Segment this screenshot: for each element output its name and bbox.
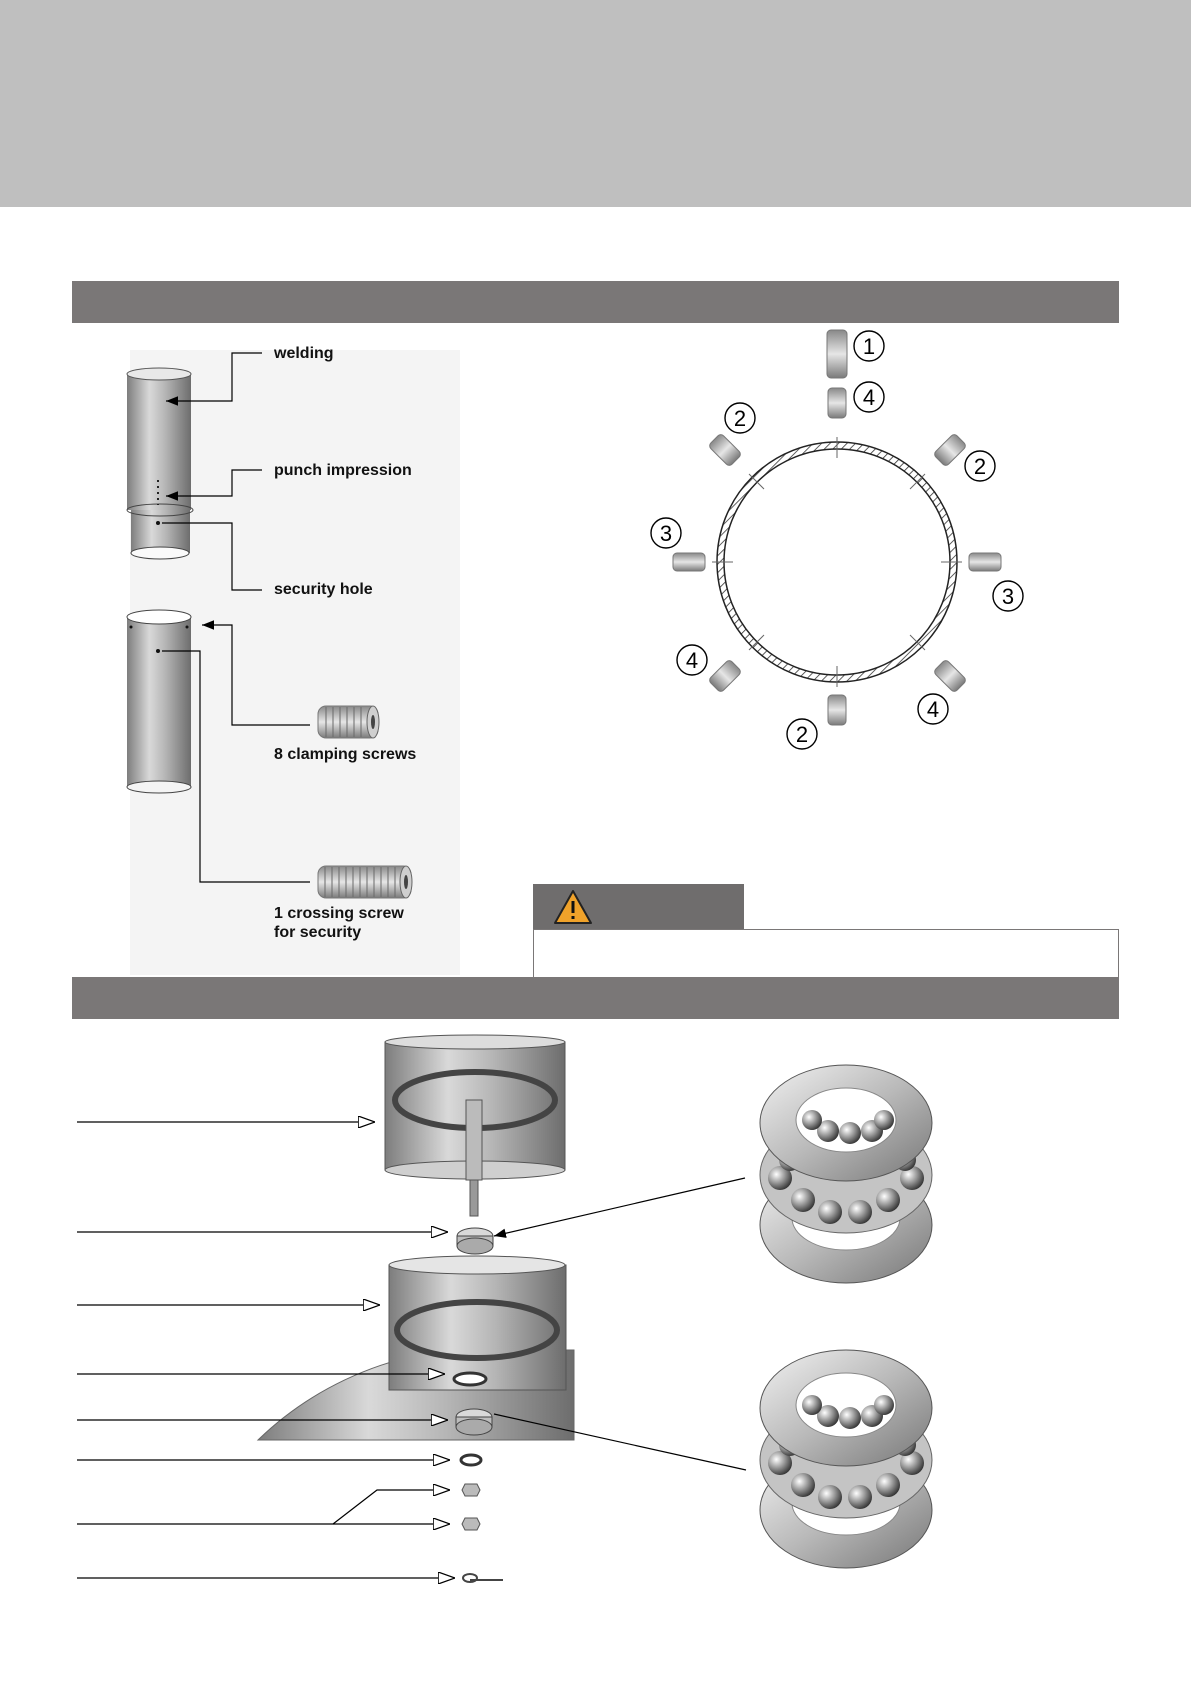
warning-header — [533, 884, 744, 929]
label-crossing-screw: 1 crossing screw — [274, 905, 404, 922]
sequence-number: 1 — [862, 334, 876, 359]
label-punch-impression: punch impression — [274, 462, 412, 479]
sequence-number: 2 — [795, 722, 809, 747]
crossing-screw-icon — [318, 866, 412, 898]
warning-text-box — [533, 929, 1119, 978]
label-security-hole: security hole — [274, 581, 373, 598]
thrust-bearing-2 — [760, 1350, 932, 1568]
label-for-security: for security — [274, 924, 362, 941]
lower-pipe — [127, 610, 191, 793]
sequence-number: 2 — [973, 454, 987, 479]
warning-triangle-icon — [553, 889, 593, 925]
upper-pipe — [127, 368, 193, 559]
clamping-screw-icon — [318, 706, 379, 738]
label-welding: welding — [274, 345, 334, 362]
assembly-diagram — [258, 1035, 574, 1582]
label-clamping-screws: 8 clamping screws — [274, 746, 417, 763]
sequence-number: 2 — [733, 406, 747, 431]
sequence-number: 4 — [926, 697, 940, 722]
sequence-number: 4 — [685, 648, 699, 673]
thrust-bearing-1 — [760, 1065, 932, 1283]
sequence-number: 3 — [1001, 584, 1015, 609]
tightening-ring — [712, 437, 962, 687]
sequence-number: 3 — [659, 521, 673, 546]
sequence-number: 4 — [862, 385, 876, 410]
